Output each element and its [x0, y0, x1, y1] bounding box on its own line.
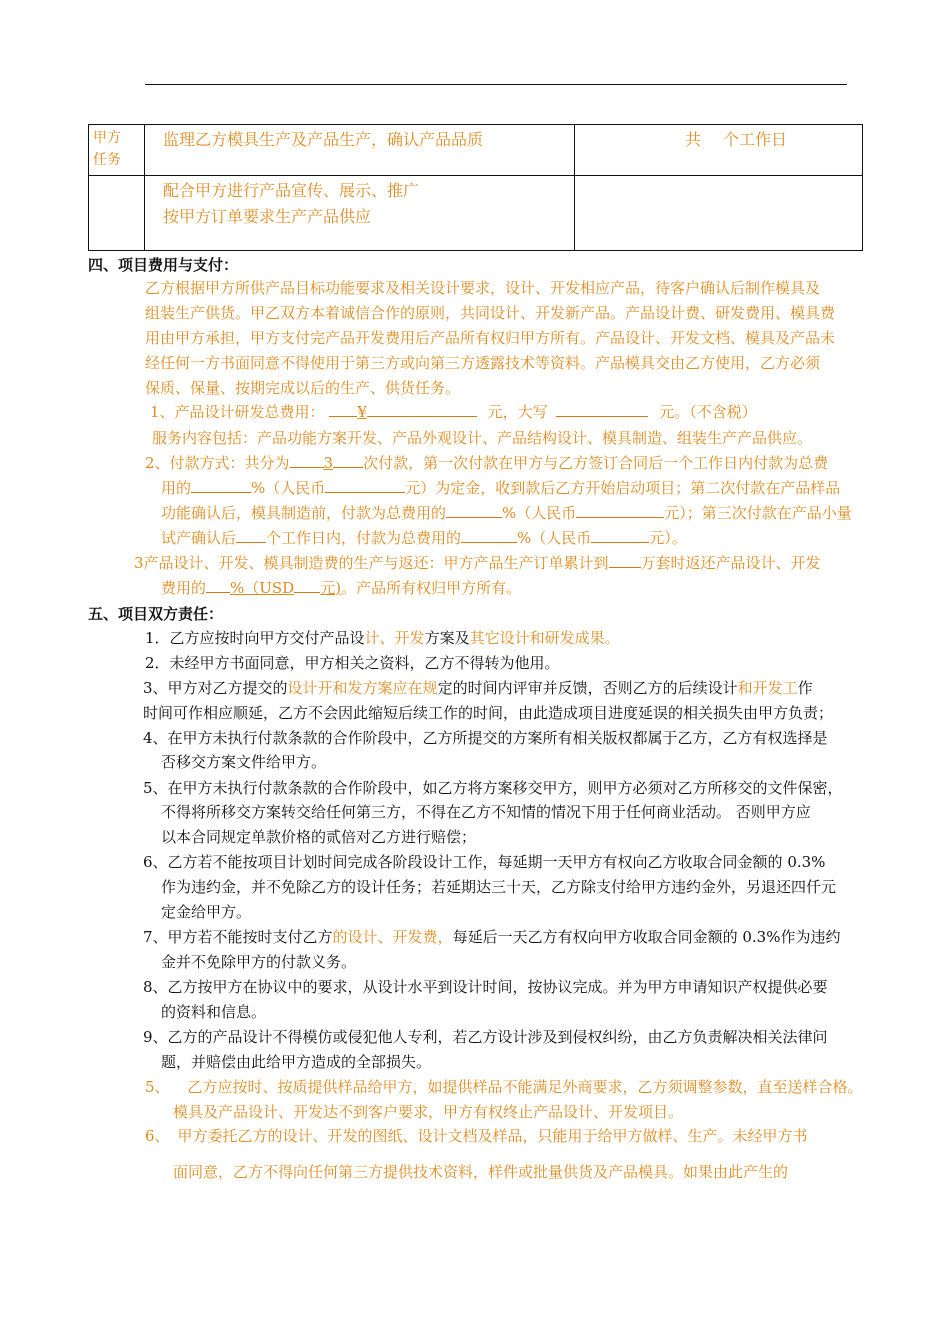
duty-item: 6、乙方若不能按项目计划时间完成各阶段设计工作，每延期一天甲方有权向乙方收取合同金额的 0.3%	[143, 853, 826, 871]
section4-intro-line: 经任何一方书面同意不得使用于第三方或向第三方透露技术等资料。产品模具交由乙方使用，乙方必须	[145, 354, 821, 372]
responsibility-table	[88, 124, 863, 251]
duty-item-cont: 否移交方案文件给甲方。	[161, 753, 327, 771]
section4-intro-line: 保质、保量、按期完成以后的生产、供货任务。	[145, 379, 461, 397]
duty-item-cont: 以本合同规定单款价格的贰倍对乙方进行赔偿；	[161, 828, 477, 846]
duty-item: 8、乙方按甲方在协议中的要求，从设计水平到设计时间，按协议完成。并为甲方申请知识产权提供必要	[143, 978, 828, 996]
table-label: 甲方任务	[89, 125, 145, 176]
payment-line: 2、付款方式：共分为 3 次付款，第一次付款在甲方与乙方签订合同后一个工作日内付款为总费	[145, 451, 828, 476]
table-task: 配合甲方进行产品宣传、展示、推广 按甲方订单要求生产产品供应	[145, 176, 575, 251]
service-line: 服务内容包括：产品功能方案开发、产品外观设计、产品结构设计、模具制造、组装生产产品供应。	[152, 429, 813, 447]
table-days: 共 个工作日	[575, 125, 863, 176]
duty-item-cont: 不得将所移交方案转交给任何第三方，不得在乙方不知情的情况下用于任何商业活动。 否则甲方应	[161, 803, 811, 821]
payment-line: 功能确认后，模具制造前，付款为总费用的 %（人民币 元）；第三次付款在产品小量	[161, 501, 852, 526]
section5-heading: 五、项目双方责任：	[88, 605, 224, 623]
payment-line: 试产确认后 个工作日内，付款为总费用的 %（人民币 元）。	[161, 526, 687, 551]
duty-item: 2．未经甲方书面同意，甲方相关之资料，乙方不得转为他用。	[145, 654, 560, 672]
duty-item-cont: 的资料和信息。	[161, 1003, 267, 1021]
duty-item-cont: 金并不免除甲方的付款义务。	[161, 953, 357, 971]
duty-item-cont: 定金给甲方。	[161, 903, 252, 921]
duty-item-cont: 时间可作相应顺延，乙方不会因此缩短后续工作的时间，由此造成项目进度延误的相关损失由甲方负责；	[143, 704, 834, 722]
table-cell-empty	[89, 176, 145, 251]
header-rule	[145, 84, 847, 85]
section4-heading: 四、项目费用与支付：	[88, 256, 239, 274]
duty-item: 6、 甲方委托乙方的设计、开发的图纸、设计文档及样品，只能用于给甲方做样、生产。未经甲方书	[145, 1127, 808, 1145]
table-row	[89, 176, 863, 251]
table-cell-empty	[575, 176, 863, 251]
duty-item: 1．乙方应按时向甲方交付产品设计、开发方案及其它设计和研发成果。	[145, 629, 620, 647]
duty-item-cont: 模具及产品设计、开发达不到客户要求，甲方有权终止产品设计、开发项目。	[173, 1103, 684, 1121]
fee-line: 1、产品设计研发总费用： ¥ 元，大写 元。（不含税）	[150, 400, 757, 425]
rebate-line: 费用的 %（USD 元)。产品所有权归甲方所有。	[161, 576, 521, 601]
duty-item-cont: 作为违约金，并不免除乙方的设计任务；若延期达三十天，乙方除支付给甲方违约金外，另退还四仟元	[161, 878, 837, 896]
payment-line: 用的 %（人民币 元）为定金，收到款后乙方开始启动项目；第二次付款在产品样品	[161, 476, 840, 501]
table-row	[89, 125, 863, 176]
duty-item: 7、甲方若不能按时支付乙方的设计、开发费，每延后一天乙方有权向甲方收取合同金额的 0.3%作为违约	[143, 928, 841, 946]
rebate-line: 3产品设计、开发、模具制造费的生产与返还：甲方产品生产订单累计到 万套时返还产品设计、开发	[134, 551, 821, 576]
duty-item: 4、在甲方未执行付款条款的合作阶段中，乙方所提交的方案所有相关版权都属于乙方，乙方有权选择是	[143, 729, 828, 747]
duty-item: 3、甲方对乙方提交的设计开和发方案应在规定的时间内评审并反馈，否则乙方的后续设计和开发工作	[143, 679, 813, 697]
duty-item-cont: 题，并赔偿由此给甲方造成的全部损失。	[161, 1053, 432, 1071]
duty-item: 5、 乙方应按时、按质提供样品给甲方，如提供样品不能满足外商要求，乙方须调整参数，直至送样合格。	[145, 1078, 863, 1096]
section4-intro-line: 乙方根据甲方所供产品目标功能要求及相关设计要求，设计、开发相应产品，待客户确认后制作模具及	[145, 279, 821, 297]
section4-intro-line: 组装生产供货。甲乙双方本着诚信合作的原则，共同设计、开发新产品。产品设计费、研发费用、模具费	[145, 304, 836, 322]
duty-item: 5、在甲方未执行付款条款的合作阶段中，如乙方将方案移交甲方，则甲方必须对乙方所移交的文件保密，	[143, 779, 843, 797]
duty-item-cont: 面同意，乙方不得向任何第三方提供技术资料，样件或批量供货及产品模具。如果由此产生的	[173, 1163, 789, 1181]
section4-intro-line: 用由甲方承担，甲方支付完产品开发费用后产品所有权归甲方所有。产品设计、开发文档、模具及产品未	[145, 329, 836, 347]
duty-item: 9、乙方的产品设计不得模仿或侵犯他人专利，若乙方设计涉及到侵权纠纷，由乙方负责解决相关法律问	[143, 1028, 828, 1046]
table-task: 监理乙方模具生产及产品生产，确认产品品质	[145, 125, 575, 176]
